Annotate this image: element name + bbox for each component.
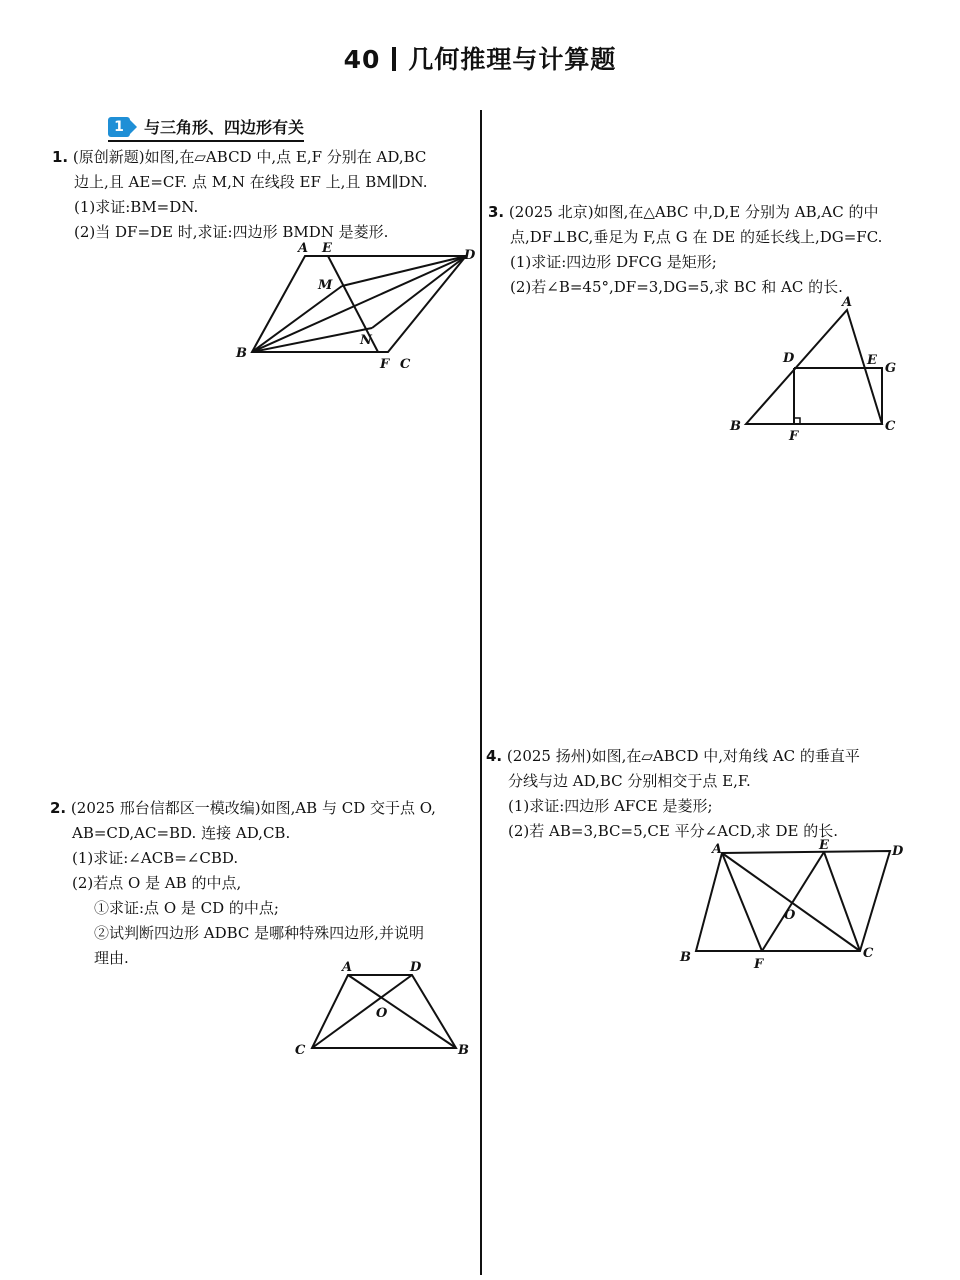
section-heading [108,115,304,142]
problem-text-line: (原创新题)如图,在▱ABCD 中,点 E,F 分别在 AD,BC [72,148,427,166]
problem-4 [486,744,948,844]
label-c: C [295,1043,306,1058]
problem-number: 3. [488,203,505,221]
problem-4-figure [672,835,912,975]
label-b: B [458,1043,469,1058]
problem-text-line: 点,DF⊥BC,垂足为 F,点 G 在 DE 的延长线上,DG=FC. [510,228,883,246]
segment-cd [312,975,412,1048]
label-a: A [342,960,353,975]
problem-text-line: (2)若∠B=45°,DF=3,DG=5,求 BC 和 AC 的长. [510,278,843,296]
label-o: O [376,1006,388,1021]
segment-ef [762,852,824,951]
problem-text-line: (2)当 DF=DE 时,求证:四边形 BMDN 是菱形. [74,223,389,241]
label-b: B [236,346,247,361]
title-separator [392,47,396,71]
label-g: G [885,361,897,376]
page-number: 40 [343,45,381,74]
problem-text-line: 边上,且 AE=CF. 点 M,N 在线段 EF 上,且 BM∥DN. [74,173,428,191]
problem-text-line: ②试判断四边形 ADBC 是哪种特殊四边形,并说明 [94,924,424,942]
column-divider [480,110,482,1275]
problem-text-line: (1)求证:四边形 AFCE 是菱形; [508,797,713,815]
label-e: E [867,353,877,368]
label-m: M [318,278,333,293]
problem-2-figure [290,955,480,1065]
label-a: A [842,295,853,310]
problem-text-line: (1)求证:∠ACB=∠CBD. [72,849,239,867]
section-title: 与三角形、四边形有关 [144,118,305,137]
problem-3 [488,200,948,300]
problem-3-figure [720,290,910,445]
label-e: E [819,838,829,853]
label-d: D [464,248,476,263]
problem-1-figure [230,240,480,375]
label-a: A [298,241,309,256]
segment-ab [348,975,456,1048]
label-n: N [360,333,372,348]
label-d: D [783,351,795,366]
label-b: B [730,419,741,434]
problem-2 [50,796,478,971]
label-c: C [400,357,411,372]
label-a: A [712,842,723,857]
label-d: D [892,844,904,859]
problem-text-line: (1)求证:BM=DN. [74,198,199,216]
problem-text-line: AB=CD,AC=BD. 连接 AD,CB. [72,824,291,842]
diagonal-bd [252,256,466,352]
label-o: O [784,908,796,923]
label-d: D [410,960,422,975]
problem-number: 1. [52,148,69,166]
label-c: C [885,419,896,434]
problem-number: 2. [50,799,67,817]
label-f: F [789,429,799,444]
label-c: C [863,946,874,961]
problem-text-line: 分线与边 AD,BC 分别相交于点 E,F. [508,772,751,790]
segment-dg-gc [794,368,882,424]
label-e: E [322,241,332,256]
section-badge: 1 [108,117,130,137]
problem-text-line: (2025 邢台信都区一模改编)如图,AB 与 CD 交于点 O, [70,799,436,817]
label-f: F [380,357,390,372]
problem-text-line: (2025 扬州)如图,在▱ABCD 中,对角线 AC 的垂直平 [506,747,860,765]
problem-1 [52,145,472,245]
problem-text-line: ①求证:点 O 是 CD 的中点; [94,899,279,917]
label-b: B [680,950,691,965]
problem-text-line: (1)求证:四边形 DFCG 是矩形; [510,253,717,271]
problem-number: 4. [486,747,503,765]
segment-ec [824,852,860,951]
label-f: F [754,957,764,972]
problem-text-line: (2)若 AB=3,BC=5,CE 平分∠ACD,求 DE 的长. [508,822,839,840]
problem-text-line: 理由. [94,949,129,967]
chapter-title: 几何推理与计算题 [408,45,617,74]
problem-text-line: (2025 北京)如图,在△ABC 中,D,E 分别为 AB,AC 的中 [508,203,879,221]
page-title [0,40,960,76]
problem-text-line: (2)若点 O 是 AB 的中点, [72,874,242,892]
